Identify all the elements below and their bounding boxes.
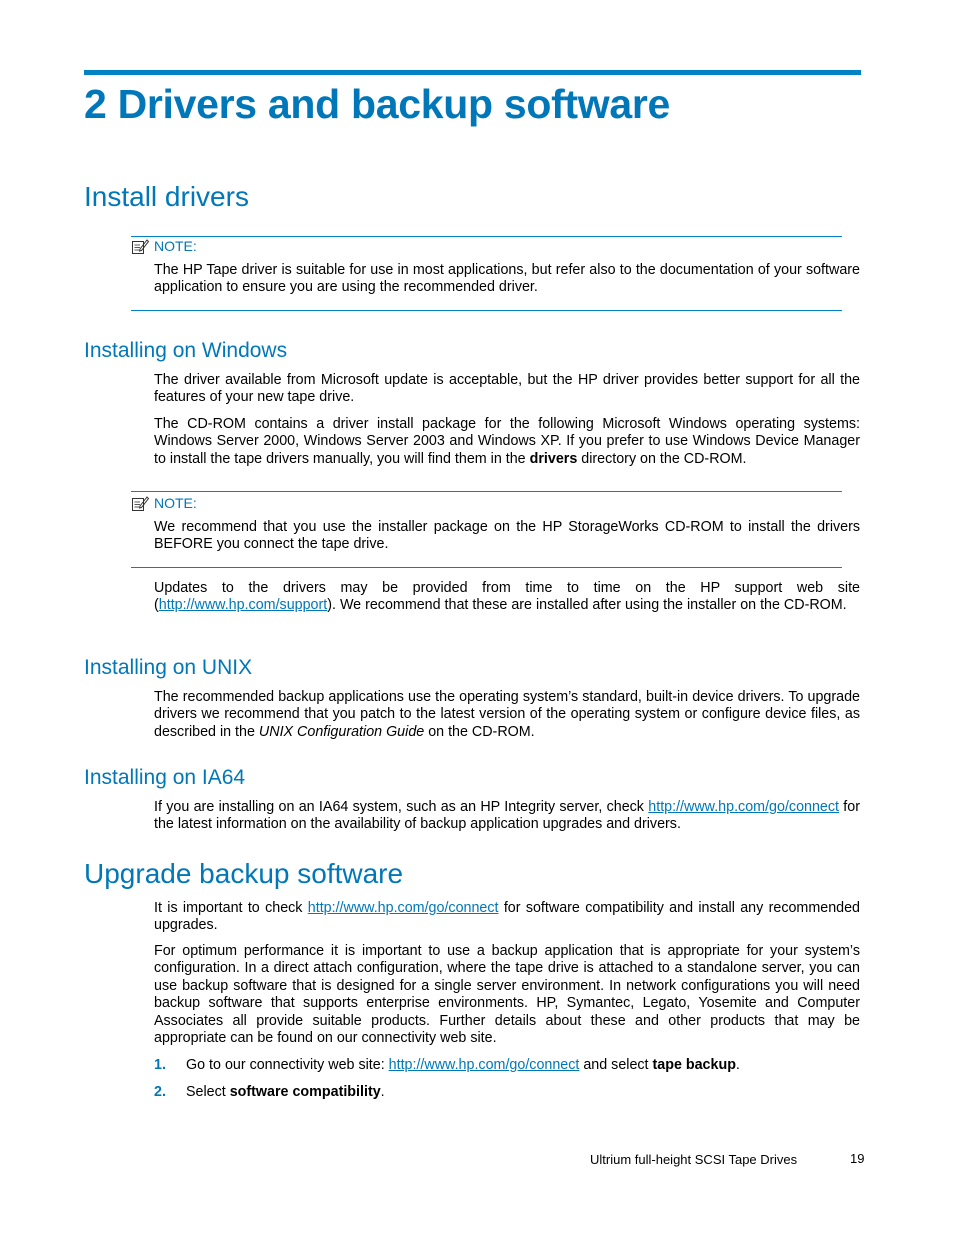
step-2-text: Select (186, 1084, 230, 1100)
upgrade-p1-text-end: for software compatibility and install any recommended upgrades. (154, 900, 860, 934)
windows-p2-text-end: directory on the CD-ROM. (577, 450, 747, 467)
note-label-row (131, 237, 197, 255)
step-text (186, 1056, 860, 1074)
software-compatibility-option: software compatibility (229, 1084, 381, 1100)
windows-p3-text-end: ). We recommend that these are installed after using the installer on the CD-ROM. (327, 597, 847, 614)
footer-document-title: Ultrium full-height SCSI Tape Drives (590, 1152, 798, 1167)
windows-paragraph-2 (154, 416, 860, 468)
note-bottom-rule (131, 567, 842, 568)
chapter-title: 2 Drivers and backup software (84, 81, 671, 127)
ia64-paragraph (154, 799, 860, 834)
upgrade-p1-text: It is important to check (154, 900, 308, 916)
section-heading-upgrade-backup: Upgrade backup software (84, 858, 404, 889)
windows-p2-text: The CD-ROM contains a driver install package for the following Microsoft Windows operating systems: Windows Server 2000, Windows Server 2003 and Windows XP. If you prefer to use Windows Device Manager to install the tape drivers manually, you will find them in the (154, 416, 860, 467)
upgrade-paragraph-1 (154, 900, 860, 935)
step-number: 1. (154, 1057, 166, 1073)
chapter-top-rule (84, 70, 861, 75)
step-1-text-end: . (735, 1057, 740, 1073)
note-icon (131, 495, 150, 512)
note-text: The HP Tape driver is suitable for use in most applications, but refer also to the documentation of your software application to ensure you are using the recommended driver. (154, 262, 860, 296)
windows-paragraph-3 (154, 580, 860, 615)
section-heading-install-drivers: Install drivers (84, 181, 249, 212)
step-number: 2. (154, 1084, 166, 1100)
subsection-heading-unix: Installing on UNIX (84, 656, 253, 679)
note-label: NOTE: (154, 238, 197, 254)
step-2-text-end: . (380, 1084, 385, 1100)
unix-guide-title: UNIX Configuration Guide (258, 723, 425, 740)
step-1-text-middle: and select (579, 1057, 653, 1073)
note-label-row (131, 494, 197, 512)
footer-page-number: 19 (850, 1151, 865, 1166)
unix-p1-text-end: on the CD-ROM. (424, 723, 535, 740)
hp-connect-link[interactable]: http://www.hp.com/go/connect (307, 900, 499, 916)
note-top-rule (131, 236, 842, 237)
subsection-heading-windows: Installing on Windows (84, 339, 288, 362)
hp-connect-link[interactable]: http://www.hp.com/go/connect (648, 799, 839, 815)
windows-p3-text: Updates to the drivers may be provided from time to time on the HP support web site ( (154, 580, 860, 614)
note-bottom-rule (131, 310, 842, 311)
windows-paragraph-1: The driver available from Microsoft update is acceptable, but the HP driver provides better support for all the features of your new tape drive. (154, 372, 860, 406)
unix-paragraph (154, 689, 860, 741)
upgrade-paragraph-2: For optimum performance it is important to use a backup application that is appropriate for your system’s configuration. In a direct attach configuration, where the tape drive is attached to a standalone server, you can use backup software that is designed for a single server environment. In network configurations you will need backup software that supports enterprise environments. HP, Symantec, Legato, Yosemite and Computer Associates all provide suitable products. Further details about these and other products that may be appropriate can be found on our connectivity web site. (154, 943, 860, 1047)
unix-p1-text: The recommended backup applications use the operating system’s standard, built-in device drivers. To upgrade drivers we recommend that you patch to the latest version of the operating system or configure device files, as described in the (154, 689, 860, 740)
hp-support-link[interactable]: http://www.hp.com/support (158, 597, 328, 614)
step-text (186, 1083, 860, 1101)
ia64-p1-text: If you are installing on an IA64 system, such as an HP Integrity server, check (154, 799, 649, 815)
step-1-text: Go to our connectivity web site: (186, 1057, 389, 1073)
ia64-p1-text-end: for the latest information on the availability of backup application upgrades and drivers. (154, 799, 860, 833)
hp-connect-link[interactable]: http://www.hp.com/go/connect (388, 1057, 580, 1073)
note-top-rule (131, 491, 842, 492)
tape-backup-option: tape backup (652, 1057, 736, 1073)
subsection-heading-ia64: Installing on IA64 (84, 766, 246, 789)
note-icon (131, 238, 150, 255)
note-label: NOTE: (154, 495, 197, 511)
drivers-directory-name: drivers (529, 450, 578, 467)
note-text: We recommend that you use the installer package on the HP StorageWorks CD-ROM to install the drivers BEFORE you connect the tape drive. (154, 519, 860, 553)
